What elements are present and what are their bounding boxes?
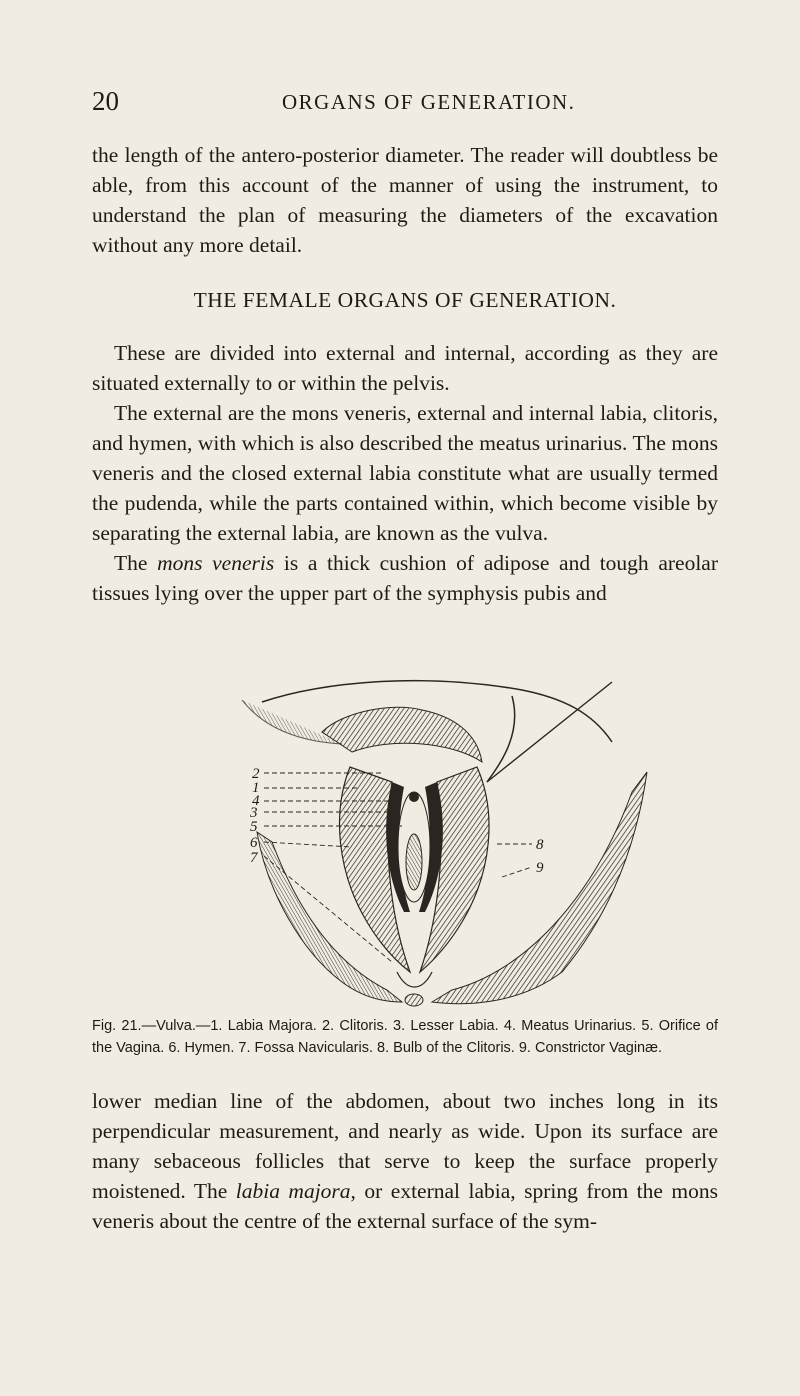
paragraph: the length of the antero-posterior diameter. The reader will doubtless be able, from this account of the manner of using the instrument, to understand the plan of measuring the diameters of the excavation without any more detail. [92,143,718,257]
label-6: 6 [250,835,258,851]
label-4: 4 [252,793,260,809]
text-run: is a thick cushion of adipose and tough areolar tissues lying over the upper part of the symphysis pubis and [92,551,718,605]
continued-text [92,1086,718,1236]
text-run: The [114,551,158,575]
label-3: 3 [250,805,258,821]
running-head: ORGANS OF GENERATION. [282,90,576,114]
outline-drawing [242,681,647,1006]
term-mons-veneris: mons veneris [157,551,275,575]
text-run: lower median line of the abdomen, about two inches long in its perpendicular measurement, and nearly as wide. Upon its surface are many sebaceous follicles that serve to keep the surface properly moistened. The [92,1089,718,1203]
label-2: 2 [252,766,260,782]
paragraph [92,548,718,608]
term-labia-majora: labia majora [235,1179,351,1203]
page-header [92,86,732,116]
paragraph: The external are the mons veneris, external and internal labia, clitoris, and hymen, with which is also described the meatus urinarius. The mons veneris and the closed external labia constitute what are usually termed the pudenda, while the parts contained within, which become visible by separating the external labia, are known as the vulva. [92,401,718,545]
vulva-illustration [92,672,718,1012]
label-7: 7 [250,850,258,866]
section-body [92,338,718,608]
page-number: 20 [92,86,119,116]
paragraph [92,1086,718,1236]
label-9: 9 [536,860,544,876]
label-5: 5 [250,819,258,835]
section-heading: THE FEMALE ORGANS OF GENERATION. [193,288,617,312]
figure-caption: Fig. 21.—Vulva.—1. Labia Majora. 2. Clitoris. 3. Lesser Labia. 4. Meatus Urinarius. 5. Orifice of the Vagina. 6. Hymen. 7. Fossa Navicularis. 8. Bulb of the Clitoris. 9. Constrictor Vaginæ. [92,1018,718,1056]
label-8: 8 [536,837,544,853]
label-1: 1 [252,780,260,796]
anatomical-figure [92,672,718,1012]
continued-paragraph [92,140,718,260]
paragraph: These are divided into external and internal, according as they are situated externally to or within the pelvis. [92,341,718,395]
text-run: , or external labia, spring from the mons veneris about the centre of the external surface of the sym- [92,1179,718,1233]
